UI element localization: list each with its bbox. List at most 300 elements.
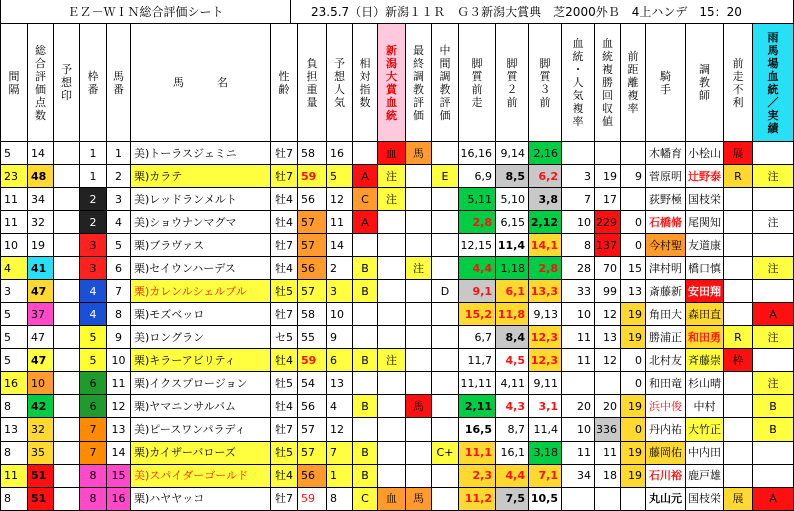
cell-course-bloodline (378, 418, 406, 441)
cell-relative-index: B (353, 349, 378, 372)
cell-prev-distance-rate: 0 (621, 349, 646, 372)
cell-jockey: 石橋脩 (646, 211, 686, 234)
cell-popularity: 4 (327, 395, 353, 418)
cell-prev-race-trouble (724, 280, 753, 303)
cell-mid-training (432, 349, 459, 372)
cell-pick-mark (54, 372, 80, 395)
cell-frame-number: 2 (80, 211, 107, 234)
cell-interval: 8 (0, 395, 28, 418)
cell-style-3prev: 10,5 (529, 488, 562, 511)
cell-frame-number: 5 (80, 326, 107, 349)
cell-course-bloodline: 注 (378, 349, 406, 372)
cell-jockey: 勝浦正 (646, 326, 686, 349)
cell-total-score: 42 (28, 395, 54, 418)
cell-jockey: 丸山元 (646, 488, 686, 511)
cell-course-bloodline: 注 (378, 165, 406, 188)
cell-prev-race-trouble (724, 303, 753, 326)
cell-total-score: 48 (28, 165, 54, 188)
cell-horse-number: 6 (107, 257, 131, 280)
cell-wet-track-rating (753, 442, 794, 465)
cell-interval: 5 (0, 326, 28, 349)
cell-style-last: 11,1 (459, 442, 496, 465)
cell-trainer: 国枝栄 (686, 488, 724, 511)
cell-wet-track-rating: B (753, 418, 794, 441)
cell-style-last: 11,7 (459, 349, 496, 372)
cell-interval: 8 (0, 442, 28, 465)
cell-final-training: 馬 (406, 142, 432, 165)
cell-interval: 23 (0, 165, 28, 188)
cell-bloodline-return-value: 229 (595, 211, 621, 234)
header-bloodline-return-value: 血 統 複 勝 回 収 値 (595, 24, 621, 142)
cell-prev-distance-rate: 19 (621, 303, 646, 326)
cell-bloodline-return-value: 13 (595, 326, 621, 349)
header-horse-number: 馬 番 (107, 24, 131, 142)
cell-weight: 59 (298, 165, 327, 188)
cell-style-3prev: 13,3 (529, 280, 562, 303)
cell-course-bloodline (378, 465, 406, 488)
cell-horse-name: 美)スパイダーゴールド (131, 465, 271, 488)
header-total-score: 総 合 評 価 点 数 (28, 24, 54, 142)
cell-sex-age: 牡5 (271, 442, 298, 465)
cell-style-3prev: 11,4 (529, 418, 562, 441)
cell-relative-index (353, 326, 378, 349)
cell-interval: 4 (0, 257, 28, 280)
cell-trainer: 森田直 (686, 303, 724, 326)
cell-bloodline-popularity-rate: 10 (562, 418, 595, 441)
cell-sex-age: 牡7 (271, 142, 298, 165)
cell-bloodline-return-value: 20 (595, 395, 621, 418)
cell-style-last: 16,16 (459, 142, 496, 165)
cell-trainer: 中村 (686, 395, 724, 418)
cell-total-score: 47 (28, 280, 54, 303)
header-interval: 間 隔 (0, 24, 28, 142)
cell-style-last: 2,3 (459, 465, 496, 488)
cell-trainer: 斉藤崇 (686, 349, 724, 372)
cell-popularity: 6 (327, 349, 353, 372)
cell-mid-training (432, 188, 459, 211)
cell-sex-age: 牡5 (271, 280, 298, 303)
cell-interval: 8 (0, 488, 28, 511)
cell-bloodline-popularity-rate: 28 (562, 257, 595, 280)
cell-style-3prev: 12,3 (529, 349, 562, 372)
cell-trainer: 中内田 (686, 442, 724, 465)
cell-frame-number: 4 (80, 303, 107, 326)
cell-bloodline-popularity-rate: 11 (562, 349, 595, 372)
cell-prev-race-trouble (724, 465, 753, 488)
cell-course-bloodline (378, 234, 406, 257)
cell-style-2prev: 8,7 (496, 418, 529, 441)
cell-popularity: 12 (327, 188, 353, 211)
cell-popularity: 14 (327, 234, 353, 257)
cell-relative-index: B (353, 257, 378, 280)
cell-bloodline-popularity-rate: 10 (562, 303, 595, 326)
cell-horse-name: 美)レッドランメルト (131, 188, 271, 211)
cell-bloodline-popularity-rate (562, 142, 595, 165)
cell-popularity: 5 (327, 165, 353, 188)
cell-relative-index: C (353, 488, 378, 511)
cell-bloodline-popularity-rate: 3 (562, 165, 595, 188)
cell-jockey: 北村友 (646, 349, 686, 372)
cell-mid-training (432, 234, 459, 257)
cell-relative-index (353, 303, 378, 326)
cell-pick-mark (54, 349, 80, 372)
cell-popularity: 11 (327, 211, 353, 234)
cell-prev-distance-rate: 19 (621, 465, 646, 488)
cell-style-last: 11,2 (459, 488, 496, 511)
cell-style-3prev: 7,1 (529, 465, 562, 488)
cell-frame-number: 5 (80, 349, 107, 372)
cell-style-last: 12,15 (459, 234, 496, 257)
cell-style-2prev: 6,1 (496, 280, 529, 303)
cell-style-2prev: 16,1 (496, 442, 529, 465)
cell-total-score: 37 (28, 303, 54, 326)
cell-jockey: 和田竜 (646, 372, 686, 395)
cell-jockey: 津村明 (646, 257, 686, 280)
cell-relative-index: B (353, 280, 378, 303)
cell-frame-number: 3 (80, 234, 107, 257)
cell-bloodline-return-value: 70 (595, 257, 621, 280)
cell-weight: 57 (298, 442, 327, 465)
cell-frame-number: 1 (80, 142, 107, 165)
cell-total-score: 34 (28, 188, 54, 211)
cell-weight: 55 (298, 326, 327, 349)
cell-horse-name: 美)ショウナンマグマ (131, 211, 271, 234)
header-bloodline-popularity-rate: 血 統 ・ 人 気 複 率 (562, 24, 595, 142)
cell-horse-number: 5 (107, 234, 131, 257)
cell-final-training (406, 234, 432, 257)
cell-interval: 10 (0, 234, 28, 257)
cell-trainer: 鹿戸雄 (686, 465, 724, 488)
cell-mid-training: E (432, 165, 459, 188)
cell-sex-age: 牡4 (271, 188, 298, 211)
cell-horse-number: 10 (107, 349, 131, 372)
cell-prev-distance-rate: 13 (621, 280, 646, 303)
cell-sex-age: セ5 (271, 326, 298, 349)
cell-interval: 5 (0, 142, 28, 165)
cell-frame-number: 8 (80, 465, 107, 488)
cell-sex-age: 牡7 (271, 418, 298, 441)
cell-horse-name: 栗)セイウンハーデス (131, 257, 271, 280)
cell-course-bloodline (378, 280, 406, 303)
cell-mid-training (432, 488, 459, 511)
cell-course-bloodline (378, 442, 406, 465)
cell-horse-name: 栗)ハヤヤッコ (131, 488, 271, 511)
cell-bloodline-return-value (595, 372, 621, 395)
cell-total-score: 51 (28, 488, 54, 511)
cell-prev-distance-rate: 0 (621, 372, 646, 395)
cell-mid-training (432, 465, 459, 488)
cell-wet-track-rating: A (753, 488, 794, 511)
cell-prev-race-trouble (724, 234, 753, 257)
cell-trainer: 安田翔 (686, 280, 724, 303)
cell-jockey: 今村聖 (646, 234, 686, 257)
cell-prev-distance-rate: 19 (621, 395, 646, 418)
header-jockey: 騎 手 (646, 24, 686, 142)
cell-frame-number: 1 (80, 165, 107, 188)
cell-popularity: 13 (327, 372, 353, 395)
cell-style-3prev: 3,1 (529, 395, 562, 418)
header-sex-age: 性 齢 (271, 24, 298, 142)
cell-style-2prev: 8,5 (496, 165, 529, 188)
cell-final-training (406, 165, 432, 188)
cell-pick-mark (54, 442, 80, 465)
cell-style-last: 11,11 (459, 372, 496, 395)
cell-popularity: 10 (327, 303, 353, 326)
header-style-2prev: 脚 質 ２ 前 (496, 24, 529, 142)
header-course-bloodline: 新 潟 大 賞 血 統 (378, 24, 406, 142)
cell-jockey: 斎藤新 (646, 280, 686, 303)
cell-wet-track-rating (753, 349, 794, 372)
cell-horse-number: 16 (107, 488, 131, 511)
cell-bloodline-return-value: 137 (595, 234, 621, 257)
cell-sex-age: 牡4 (271, 395, 298, 418)
cell-jockey: 木幡育 (646, 142, 686, 165)
cell-bloodline-return-value: 18 (595, 465, 621, 488)
cell-interval: 11 (0, 188, 28, 211)
cell-style-last: 15,2 (459, 303, 496, 326)
cell-frame-number: 6 (80, 395, 107, 418)
cell-jockey: 角田大 (646, 303, 686, 326)
cell-total-score: 32 (28, 211, 54, 234)
cell-trainer: 尾関知 (686, 211, 724, 234)
cell-horse-number: 4 (107, 211, 131, 234)
cell-total-score: 14 (28, 142, 54, 165)
cell-wet-track-rating: 注 (753, 257, 794, 280)
cell-interval: 16 (0, 372, 28, 395)
cell-prev-distance-rate: 0 (621, 234, 646, 257)
cell-style-3prev: 3,18 (529, 442, 562, 465)
cell-frame-number: 3 (80, 257, 107, 280)
cell-weight: 58 (298, 142, 327, 165)
cell-mid-training (432, 142, 459, 165)
cell-horse-number: 14 (107, 442, 131, 465)
cell-prev-race-trouble (724, 188, 753, 211)
cell-style-2prev: 4,3 (496, 395, 529, 418)
cell-weight: 57 (298, 234, 327, 257)
cell-bloodline-return-value: 99 (595, 280, 621, 303)
cell-weight: 56 (298, 465, 327, 488)
cell-horse-number: 11 (107, 372, 131, 395)
cell-course-bloodline (378, 395, 406, 418)
cell-wet-track-rating: 注 (753, 211, 794, 234)
cell-total-score: 41 (28, 257, 54, 280)
cell-course-bloodline: 血 (378, 142, 406, 165)
cell-sex-age: 牡4 (271, 349, 298, 372)
cell-style-last: 4,4 (459, 257, 496, 280)
cell-style-2prev: 8,4 (496, 326, 529, 349)
cell-wet-track-rating: A (753, 303, 794, 326)
cell-final-training (406, 188, 432, 211)
cell-course-bloodline (378, 326, 406, 349)
cell-pick-mark (54, 188, 80, 211)
cell-course-bloodline (378, 303, 406, 326)
cell-relative-index (353, 372, 378, 395)
cell-horse-name: 栗)モズベッロ (131, 303, 271, 326)
cell-relative-index: B (353, 442, 378, 465)
cell-frame-number: 6 (80, 372, 107, 395)
cell-wet-track-rating (753, 142, 794, 165)
cell-weight: 57 (298, 211, 327, 234)
cell-total-score: 32 (28, 418, 54, 441)
cell-weight: 56 (298, 257, 327, 280)
cell-bloodline-popularity-rate: 7 (562, 188, 595, 211)
cell-prev-race-trouble: 枠 (724, 349, 753, 372)
cell-horse-number: 7 (107, 280, 131, 303)
cell-pick-mark (54, 303, 80, 326)
cell-frame-number: 8 (80, 488, 107, 511)
header-pick-mark: 予 想 印 (54, 24, 80, 142)
cell-horse-number: 15 (107, 465, 131, 488)
cell-style-2prev: 9,14 (496, 142, 529, 165)
cell-style-3prev: 14,1 (529, 234, 562, 257)
cell-relative-index: C (353, 188, 378, 211)
cell-bloodline-popularity-rate: 11 (562, 326, 595, 349)
cell-bloodline-return-value: 19 (595, 165, 621, 188)
cell-horse-name: 美)トーラスジェミニ (131, 142, 271, 165)
cell-total-score: 35 (28, 442, 54, 465)
cell-course-bloodline: 注 (378, 188, 406, 211)
cell-prev-race-trouble (724, 442, 753, 465)
cell-bloodline-return-value (595, 488, 621, 511)
cell-weight: 56 (298, 395, 327, 418)
cell-interval: 5 (0, 303, 28, 326)
cell-course-bloodline (378, 257, 406, 280)
cell-style-last: 2,8 (459, 211, 496, 234)
cell-prev-race-trouble (724, 372, 753, 395)
cell-horse-number: 2 (107, 165, 131, 188)
cell-wet-track-rating (753, 280, 794, 303)
header-prev-distance-rate: 前 距 離 複 率 (621, 24, 646, 142)
header-style-last: 脚 質 前 走 (459, 24, 496, 142)
cell-prev-race-trouble (724, 418, 753, 441)
cell-prev-race-trouble: R (724, 165, 753, 188)
cell-prev-distance-rate: 15 (621, 257, 646, 280)
cell-style-last: 6,9 (459, 165, 496, 188)
cell-horse-name: 美)ロングラン (131, 326, 271, 349)
cell-sex-age: 牡7 (271, 488, 298, 511)
header-horse-name: 馬 名 (131, 24, 271, 142)
cell-sex-age: 牡4 (271, 465, 298, 488)
cell-pick-mark (54, 488, 80, 511)
header-wet-track-rating: 雨 馬 場 血 統 ／ 実 績 (753, 24, 794, 142)
cell-style-2prev: 7,5 (496, 488, 529, 511)
cell-mid-training (432, 211, 459, 234)
cell-final-training (406, 465, 432, 488)
cell-popularity: 12 (327, 418, 353, 441)
cell-wet-track-rating (753, 188, 794, 211)
cell-mid-training (432, 326, 459, 349)
cell-final-training: 注 (406, 257, 432, 280)
cell-sex-age: 牡7 (271, 303, 298, 326)
cell-course-bloodline: 血 (378, 488, 406, 511)
cell-prev-race-trouble: 展 (724, 488, 753, 511)
cell-jockey: 石川裕 (646, 465, 686, 488)
cell-pick-mark (54, 211, 80, 234)
cell-prev-distance-rate (621, 188, 646, 211)
cell-horse-number: 8 (107, 303, 131, 326)
cell-prev-race-trouble (724, 395, 753, 418)
cell-trainer: 辻野泰 (686, 165, 724, 188)
cell-sex-age: 牡7 (271, 234, 298, 257)
cell-course-bloodline (378, 211, 406, 234)
cell-interval: 13 (0, 418, 28, 441)
cell-frame-number: 4 (80, 280, 107, 303)
sheet-title: ＥＺ－ＷＩＮ総合評価シート (0, 0, 291, 24)
cell-wet-track-rating (753, 465, 794, 488)
header-weight: 負 担 重 量 (298, 24, 327, 142)
cell-trainer: 友道康 (686, 234, 724, 257)
cell-pick-mark (54, 280, 80, 303)
cell-prev-distance-rate: 19 (621, 326, 646, 349)
cell-pick-mark (54, 234, 80, 257)
cell-prev-race-trouble: 展 (724, 142, 753, 165)
cell-style-last: 2,11 (459, 395, 496, 418)
cell-style-2prev: 6,15 (496, 211, 529, 234)
cell-final-training (406, 326, 432, 349)
cell-popularity: 3 (327, 280, 353, 303)
cell-frame-number: 2 (80, 188, 107, 211)
cell-final-training: 馬 (406, 395, 432, 418)
cell-prev-race-trouble (724, 257, 753, 280)
cell-weight: 59 (298, 488, 327, 511)
cell-bloodline-return-value: 11 (595, 442, 621, 465)
cell-weight: 59 (298, 349, 327, 372)
cell-relative-index: A (353, 165, 378, 188)
cell-bloodline-popularity-rate: 34 (562, 465, 595, 488)
cell-total-score: 51 (28, 465, 54, 488)
cell-relative-index: B (353, 465, 378, 488)
cell-popularity: 1 (327, 465, 353, 488)
cell-mid-training (432, 395, 459, 418)
cell-interval: 11 (0, 465, 28, 488)
cell-mid-training (432, 257, 459, 280)
cell-popularity: 2 (327, 257, 353, 280)
cell-bloodline-return-value (595, 142, 621, 165)
cell-final-training (406, 349, 432, 372)
cell-final-training (406, 211, 432, 234)
cell-jockey: 浜中俊 (646, 395, 686, 418)
cell-horse-number: 1 (107, 142, 131, 165)
cell-relative-index (353, 418, 378, 441)
cell-pick-mark (54, 395, 80, 418)
header-trainer: 調 教 師 (686, 24, 724, 142)
cell-trainer: 大竹正 (686, 418, 724, 441)
cell-style-2prev: 4,5 (496, 349, 529, 372)
cell-total-score: 19 (28, 234, 54, 257)
cell-horse-number: 9 (107, 326, 131, 349)
cell-interval: 11 (0, 211, 28, 234)
cell-style-3prev: 6,2 (529, 165, 562, 188)
cell-final-training (406, 442, 432, 465)
cell-final-training (406, 280, 432, 303)
cell-style-3prev: 2,8 (529, 257, 562, 280)
cell-weight: 57 (298, 280, 327, 303)
cell-wet-track-rating: B (753, 395, 794, 418)
cell-horse-name: 栗)ヤマニンサルバム (131, 395, 271, 418)
cell-bloodline-popularity-rate: 20 (562, 395, 595, 418)
cell-prev-race-trouble (724, 211, 753, 234)
cell-trainer: 小桧山 (686, 142, 724, 165)
cell-mid-training: D (432, 280, 459, 303)
cell-frame-number: 7 (80, 442, 107, 465)
cell-relative-index (353, 234, 378, 257)
cell-interval: 3 (0, 280, 28, 303)
cell-style-2prev: 4,11 (496, 372, 529, 395)
cell-pick-mark (54, 465, 80, 488)
cell-weight: 58 (298, 303, 327, 326)
cell-bloodline-return-value: 336 (595, 418, 621, 441)
cell-horse-name: 栗)カイザーバローズ (131, 442, 271, 465)
